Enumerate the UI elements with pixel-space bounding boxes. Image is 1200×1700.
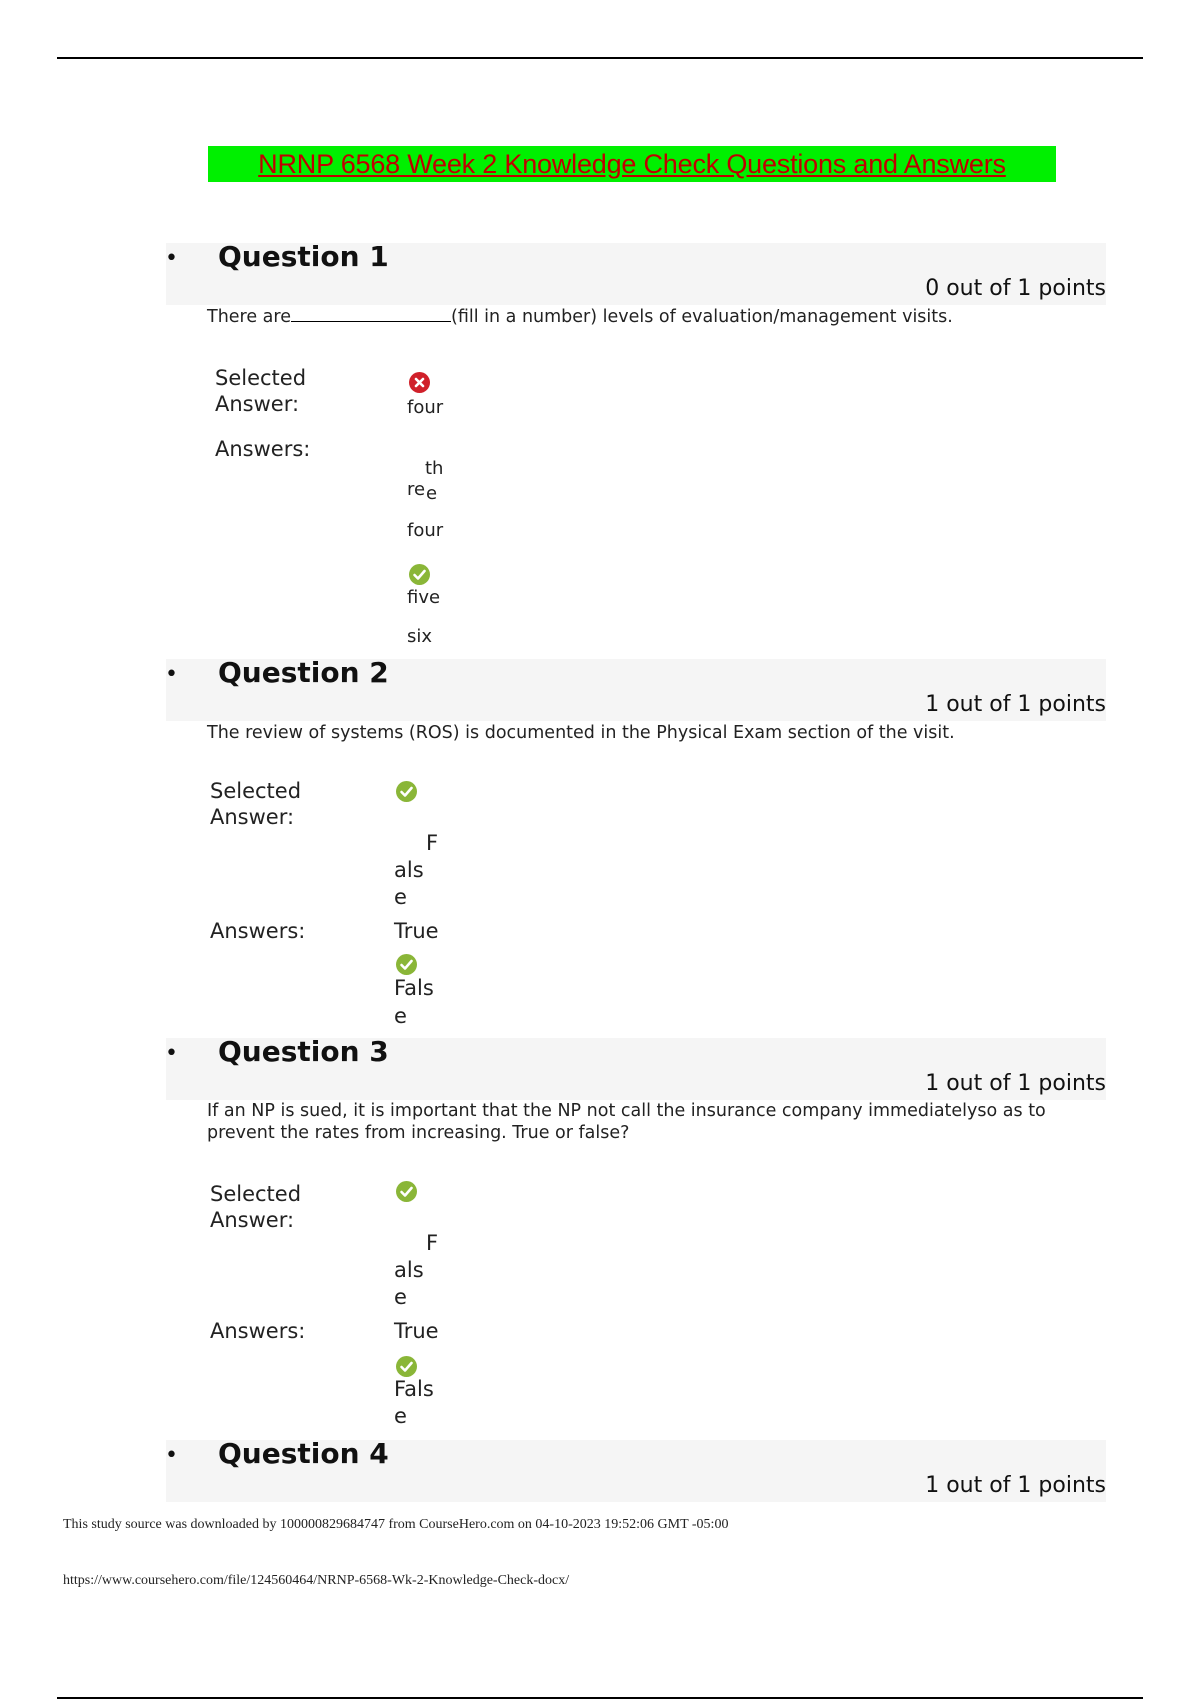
question-4-points: 1 out of 1 points — [925, 1473, 1106, 1498]
bottom-rule — [57, 1697, 1143, 1699]
q2-selected-part: e — [394, 885, 407, 909]
q2-selected-part: F — [426, 831, 439, 855]
q1-answer-part: e — [426, 483, 438, 504]
red-x-circle-icon — [409, 372, 430, 393]
q2-answer-part: e — [394, 1004, 407, 1028]
bullet-icon: • — [165, 662, 178, 687]
green-check-circle-icon — [409, 564, 430, 585]
answers-label: Answers: — [210, 919, 306, 943]
q1-selected-answer: four — [407, 397, 444, 418]
q3-selected-part: als — [394, 1258, 424, 1282]
document-title: NRNP 6568 Week 2 Knowledge Check Questions and Answers — [208, 146, 1056, 182]
q1-answer-option: five — [407, 587, 441, 608]
q1-answer-option: six — [407, 626, 433, 647]
question-1-title: Question 1 — [218, 240, 389, 273]
question-3-text: If an NP is sued, it is important that the NP not call the insurance company immediatelyso as to prevent the rates from increasing. True or false? — [207, 1101, 1046, 1143]
bullet-icon: • — [165, 1041, 178, 1066]
green-check-circle-icon — [396, 1356, 417, 1377]
top-rule — [57, 57, 1143, 59]
question-2-text: The review of systems (ROS) is documented in the Physical Exam section of the visit. — [207, 723, 955, 743]
selected-answer-label: Selected Answer: — [210, 1182, 302, 1232]
q1-answer-part: th — [425, 458, 444, 479]
fill-in-blank — [291, 306, 451, 322]
q3-answer-option: True — [394, 1319, 439, 1343]
green-check-circle-icon — [396, 954, 417, 975]
question-1-text: There are (fill in a number) levels of evaluation/management visits. — [207, 307, 953, 327]
q3-selected-part: e — [394, 1285, 407, 1309]
question-2-points: 1 out of 1 points — [925, 692, 1106, 717]
q2-selected-part: als — [394, 858, 424, 882]
q1-answer-option: four — [407, 520, 444, 541]
q1-answer-part: re — [407, 479, 426, 500]
question-1-points: 0 out of 1 points — [925, 276, 1106, 301]
selected-answer-label: Selected Answer: — [210, 779, 302, 829]
q2-answer-option: True — [394, 919, 439, 943]
answers-label: Answers: — [215, 437, 311, 461]
question-3-points: 1 out of 1 points — [925, 1071, 1106, 1096]
green-check-circle-icon — [396, 781, 417, 802]
bullet-icon: • — [165, 1443, 178, 1468]
selected-answer-label: Selected Answer: — [215, 366, 307, 416]
question-4-title: Question 4 — [218, 1437, 389, 1470]
answers-label: Answers: — [210, 1319, 306, 1343]
q2-answer-part: Fals — [394, 976, 434, 1000]
q3-answer-part: Fals — [394, 1377, 434, 1401]
download-source-note: This study source was downloaded by 100000829684747 from CourseHero.com on 04-10-2023 19:52:06 GMT -05:00 — [63, 1517, 729, 1532]
question-2-title: Question 2 — [218, 656, 389, 689]
green-check-circle-icon — [396, 1181, 417, 1202]
source-url-link[interactable]: https://www.coursehero.com/file/124560464/NRNP-6568-Wk-2-Knowledge-Check-docx/ — [63, 1573, 570, 1588]
q3-answer-part: e — [394, 1404, 407, 1428]
question-3-title: Question 3 — [218, 1035, 389, 1068]
bullet-icon: • — [165, 246, 178, 271]
q3-selected-part: F — [426, 1231, 439, 1255]
